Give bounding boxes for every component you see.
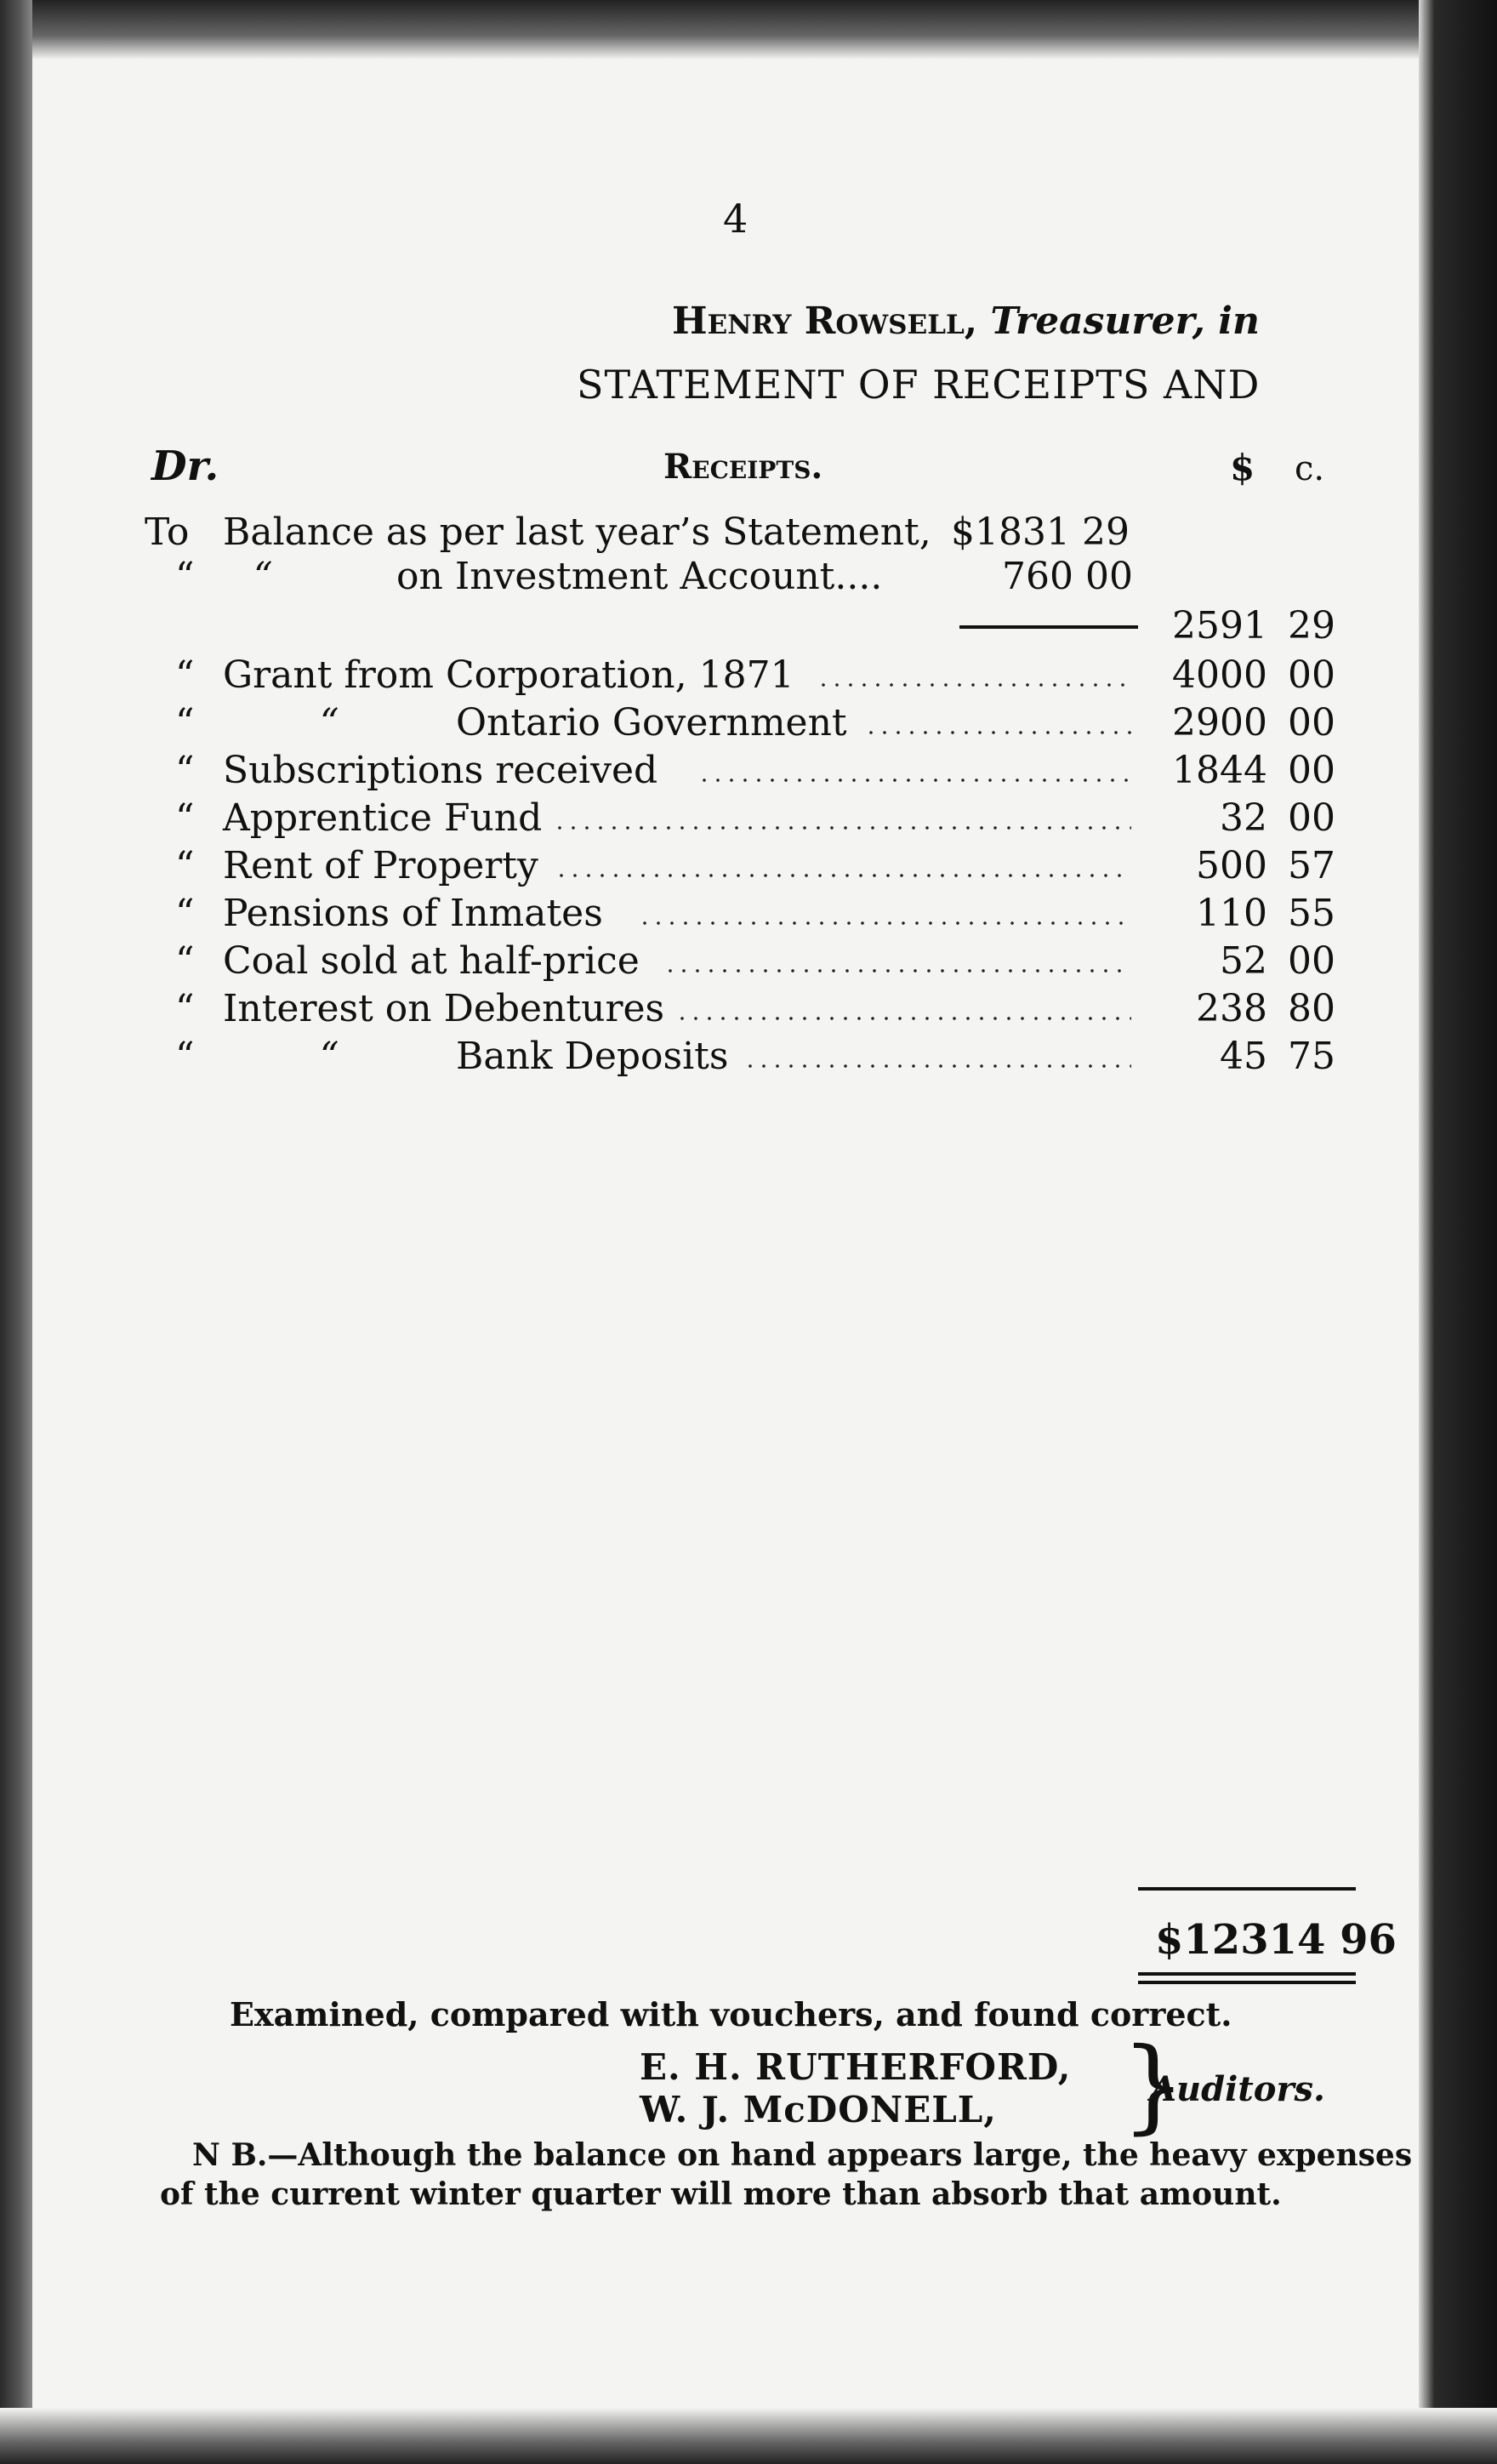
receipt-row (145, 987, 1352, 1035)
row-dollars: 110 (1196, 892, 1267, 935)
balance-row-2 (145, 555, 1352, 602)
row-label: Subscriptions received (223, 749, 658, 792)
row-dollars: 45 (1220, 1035, 1267, 1078)
ditto-mark: “ (175, 653, 195, 697)
statement-title: STATEMENT OF RECEIPTS AND (577, 362, 1261, 408)
row-dollars: 4000 (1172, 653, 1267, 697)
row-label: Bank Deposits (456, 1035, 729, 1078)
ditto-mark: “ (175, 796, 195, 840)
auditor-name-1: E. H. RUTHERFORD, (640, 2046, 1072, 2088)
row-cents: 55 (1288, 892, 1335, 935)
row-dollars: 52 (1220, 939, 1267, 983)
row-dollars: 1844 (1172, 749, 1267, 792)
receipt-row (145, 796, 1352, 844)
row-dollars: 2900 (1172, 701, 1267, 744)
leader-dots (663, 968, 1131, 973)
row-label: Interest on Debentures (223, 987, 665, 1030)
ditto-mark: “ (175, 555, 195, 598)
row-cents: 00 (1288, 749, 1335, 792)
ditto-mark: “ (175, 1035, 195, 1078)
balance-row-1 (145, 510, 1352, 558)
subtotal-row (145, 604, 1352, 652)
investment-label: on Investment Account.... (396, 555, 883, 598)
ditto-mark: “ (175, 844, 195, 887)
leader-dots (638, 921, 1131, 926)
row-dollars: 500 (1196, 844, 1267, 887)
ditto-mark: “ (253, 555, 273, 598)
scan-edge-bottom (0, 2408, 1497, 2464)
total-double-rule-2 (1138, 1981, 1356, 1984)
subtotal-cents: 29 (1288, 604, 1335, 647)
auditors-label: Auditors. (1150, 2069, 1325, 2109)
leader-dots (864, 730, 1131, 735)
receipt-row (145, 701, 1352, 749)
row-dollars: 238 (1196, 987, 1267, 1030)
ditto-mark: “ (320, 1035, 339, 1078)
row-cents: 80 (1288, 987, 1335, 1030)
total-top-rule (1138, 1887, 1356, 1891)
row-lead: To (145, 510, 190, 554)
ditto-mark: “ (175, 701, 195, 744)
header-prep: in (1218, 299, 1260, 343)
cents-column-heading: c. (1295, 449, 1325, 488)
row-cents: 75 (1288, 1035, 1335, 1078)
treasurer-name: Henry Rowsell, (672, 299, 978, 343)
row-label: Ontario Government (456, 701, 847, 744)
examined-statement: Examined, compared with vouchers, and found correct. (230, 1995, 1232, 2033)
row-cents: 00 (1288, 939, 1335, 983)
ditto-mark: “ (320, 701, 339, 744)
receipt-row (145, 892, 1352, 939)
note-line-2: of the current winter quarter will more than absorb that amount. (160, 2176, 1282, 2212)
subtotal-dollars: 2591 (1172, 604, 1267, 647)
receipt-row (145, 844, 1352, 892)
header-line-1 (672, 299, 1260, 343)
total-double-rule-1 (1138, 1972, 1356, 1976)
investment-amount: 760 00 (1002, 555, 1133, 598)
row-cents: 00 (1288, 653, 1335, 697)
row-cents: 00 (1288, 796, 1335, 840)
balance-amount: $1831 29 (951, 510, 1130, 554)
scan-edge-top (0, 0, 1497, 60)
receipt-row (145, 653, 1352, 701)
row-label: Apprentice Fund (223, 796, 543, 840)
dollars-column-heading: $ (1230, 447, 1255, 488)
leader-dots (697, 778, 1131, 783)
row-label: Coal sold at half-price (223, 939, 640, 983)
receipt-row (145, 939, 1352, 987)
auditors-brace: } (1121, 2027, 1187, 2145)
receipt-row (145, 1035, 1352, 1082)
receipt-row (145, 749, 1352, 796)
auditor-name-2: W. J. McDONELL, (640, 2089, 997, 2130)
scan-edge-left (0, 0, 32, 2464)
leader-dots (555, 873, 1131, 878)
receipts-heading: Receipts. (663, 447, 823, 487)
row-cents: 57 (1288, 844, 1335, 887)
row-label: Rent of Property (223, 844, 538, 887)
row-cents: 00 (1288, 701, 1335, 744)
ditto-mark: “ (175, 987, 195, 1030)
leader-dots (817, 682, 1131, 687)
row-label: Grant from Corporation, 1871 (223, 653, 794, 697)
leader-dots (743, 1064, 1131, 1069)
page-number: 4 (723, 196, 748, 242)
row-dollars: 32 (1220, 796, 1267, 840)
note-line-1: N B.—Although the balance on hand appears large, the heavy expenses (192, 2137, 1413, 2173)
debit-label: Dr. (151, 442, 219, 490)
ditto-mark: “ (175, 892, 195, 935)
ditto-mark: “ (175, 939, 195, 983)
ditto-mark: “ (175, 749, 195, 792)
leader-dots (553, 825, 1131, 830)
scan-edge-right (1419, 0, 1497, 2464)
balance-label: Balance as per last year’s Statement, (223, 510, 931, 554)
treasurer-role: Treasurer, (990, 299, 1205, 343)
row-label: Pensions of Inmates (223, 892, 603, 935)
leader-dots (675, 1016, 1131, 1021)
grand-total: $12314 96 (1155, 1916, 1397, 1964)
